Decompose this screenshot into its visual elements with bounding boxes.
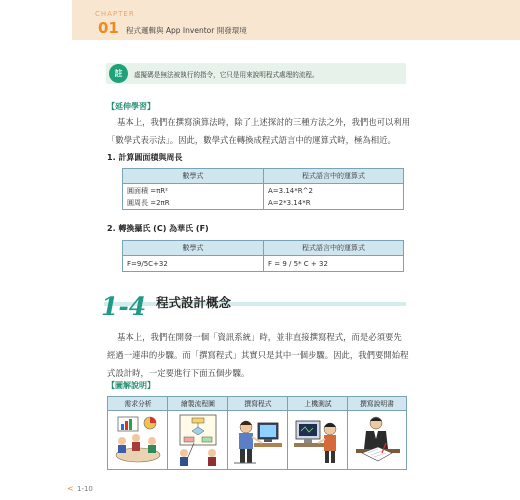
column-header: 程式語言中的運算式 [264, 241, 404, 256]
section-title: 程式設計概念 [156, 295, 232, 310]
code-line: A=2*3.14*R [268, 198, 311, 207]
column-divider [167, 397, 168, 469]
code-cell [264, 184, 404, 210]
example1-heading: 1. 計算圓面積與周長 [107, 153, 183, 162]
writing-manual-clipart [352, 413, 404, 467]
code-cell: F = 9 / 5* C + 32 [264, 256, 404, 272]
illustration-table [107, 396, 407, 470]
paragraph-line: 經過一連串的步驟。而「撰寫程式」其實只是其中一個步驟。因此，我們要開始程 [107, 350, 409, 360]
paragraph-line: 「數學式表示法」。因此，數學式在轉換成程式語言中的運算式時，極為相近。 [107, 135, 396, 145]
programmer-clipart [232, 413, 284, 467]
step-label: 繪製流程圖 [168, 397, 228, 411]
circle-formula-table [122, 168, 404, 210]
code-line: A=3.14*R^2 [268, 186, 313, 195]
section-title-bar [104, 302, 406, 306]
meeting-clipart [112, 413, 164, 467]
chapter-label: CHAPTER [95, 10, 135, 18]
page-back-arrow-icon: < [67, 484, 74, 493]
testing-clipart [292, 413, 344, 467]
section-paragraph [107, 328, 407, 382]
column-header: 程式語言中的運算式 [264, 169, 404, 184]
paragraph-line: 式設計時，一定要進行下面五個步驟。 [107, 368, 250, 378]
column-header: 數學式 [123, 169, 264, 184]
note-text: 虛擬碼是無法被執行的指令，它只是用來說明程式處理的流程。 [134, 71, 319, 79]
step-label: 撰寫程式 [228, 397, 288, 411]
illustration-heading: 【圖解說明】 [107, 381, 155, 390]
step-label: 上機測試 [288, 397, 348, 411]
math-line: 圓周長 =2πR [127, 198, 170, 207]
extended-learning-heading: 【延伸學習】 [107, 102, 155, 111]
math-cell: F=9/5C+32 [123, 256, 264, 272]
step-label: 需求分析 [108, 397, 168, 411]
note-box [106, 63, 406, 84]
temperature-formula-table [122, 240, 404, 272]
chapter-number: 01 [98, 19, 119, 37]
step-label: 撰寫說明書 [348, 397, 406, 411]
page-number: 1-10 [77, 485, 93, 493]
example2-heading: 2. 轉換攝氏 (C) 為華氏 (F) [107, 224, 209, 233]
flowchart-clipart [172, 413, 224, 467]
column-divider [287, 397, 288, 469]
column-divider [227, 397, 228, 469]
paragraph-line: 基本上，我們在開發一個「資訊系統」時，並非直接撰寫程式，而是必須要先 [117, 332, 402, 342]
extended-learning-paragraph [107, 113, 411, 149]
math-cell [123, 184, 264, 210]
column-header: 數學式 [123, 241, 264, 256]
note-icon: 註 [109, 64, 128, 83]
section-number: 1-4 [101, 292, 147, 321]
paragraph-line: 基本上，我們在撰寫演算法時，除了上述探討的三種方法之外，我們也可以利用 [117, 117, 411, 127]
chapter-title: 程式邏輯與 App Inventor 開發環境 [126, 26, 247, 35]
column-divider [347, 397, 348, 469]
math-line: 圓面積 =πR² [127, 186, 168, 195]
